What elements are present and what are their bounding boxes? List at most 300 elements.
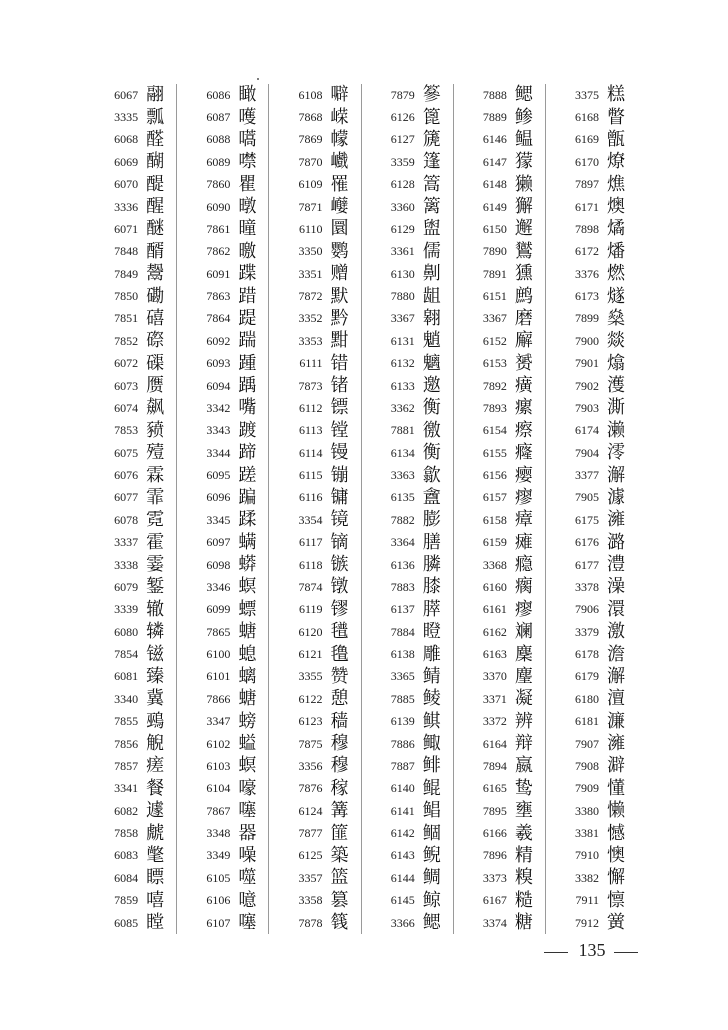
character: 镗	[330, 419, 349, 441]
character: 燎	[607, 151, 626, 173]
table-row	[269, 241, 360, 263]
table-row	[546, 129, 637, 151]
character: 圜	[330, 218, 349, 240]
table-row	[269, 129, 360, 151]
table-row	[177, 509, 268, 531]
character: 衡	[422, 397, 441, 419]
table-row	[362, 711, 453, 733]
table-row	[454, 442, 545, 464]
character: 镖	[330, 397, 349, 419]
character: 徼	[422, 419, 441, 441]
table-row	[85, 308, 176, 330]
code-number: 7856	[114, 736, 139, 751]
code-number: 7862	[206, 244, 231, 259]
table-row	[177, 106, 268, 128]
code-number: 6098	[206, 557, 231, 572]
code-number: 6094	[206, 378, 231, 393]
character: 霏	[146, 486, 165, 508]
code-number: 7909	[575, 781, 600, 796]
table-row	[546, 420, 637, 442]
code-number: 3364	[390, 535, 415, 550]
character: 凝	[514, 688, 533, 710]
code-number: 6152	[482, 333, 507, 348]
table-row	[269, 151, 360, 173]
table-row	[269, 822, 360, 844]
character: 瞿	[238, 173, 257, 195]
table-row	[546, 711, 637, 733]
table-row	[269, 845, 360, 867]
table-row	[85, 397, 176, 419]
code-number: 6093	[206, 356, 231, 371]
table-row	[177, 464, 268, 486]
character: 冀	[146, 688, 165, 710]
character: 器	[238, 822, 257, 844]
character: 澹	[607, 643, 626, 665]
character: 瞰	[238, 84, 257, 106]
code-number: 6095	[206, 468, 231, 483]
table-row	[177, 308, 268, 330]
table-row	[269, 487, 360, 509]
table-row	[454, 890, 545, 912]
character: 穆	[330, 755, 349, 777]
code-number: 6076	[114, 468, 139, 483]
code-number: 3336	[114, 199, 139, 214]
code-number: 6167	[482, 893, 507, 908]
code-number: 7865	[206, 624, 231, 639]
character: 澥	[607, 464, 626, 486]
table-row	[85, 241, 176, 263]
table-row	[85, 733, 176, 755]
code-number: 3338	[114, 557, 139, 572]
table-row	[362, 778, 453, 800]
code-number: 7850	[114, 289, 139, 304]
table-row	[269, 554, 360, 576]
code-number: 6139	[390, 714, 415, 729]
code-number: 6137	[390, 602, 415, 617]
code-number: 6175	[575, 512, 600, 527]
code-number: 7898	[575, 221, 600, 236]
table-row	[269, 778, 360, 800]
table-row	[546, 643, 637, 665]
code-number: 3346	[206, 579, 231, 594]
code-number: 6158	[482, 512, 507, 527]
table-row	[269, 733, 360, 755]
character: 鸑	[514, 240, 533, 262]
code-number: 3337	[114, 535, 139, 550]
table-row	[546, 576, 637, 598]
table-row	[454, 151, 545, 173]
character: 懊	[607, 844, 626, 866]
character-table	[85, 84, 637, 934]
table-row	[454, 711, 545, 733]
code-number: 6161	[482, 602, 507, 617]
character: 醑	[146, 240, 165, 262]
code-number: 6089	[206, 154, 231, 169]
code-number: 3339	[114, 602, 139, 617]
table-row	[454, 576, 545, 598]
character: 濑	[607, 419, 626, 441]
character: 甑	[607, 128, 626, 150]
character: 蟒	[238, 554, 257, 576]
code-number: 3352	[298, 311, 323, 326]
character: 赞	[330, 665, 349, 687]
character: 龃	[422, 285, 441, 307]
code-number: 6160	[482, 579, 507, 594]
table-row	[85, 464, 176, 486]
table-row	[546, 397, 637, 419]
table-row	[269, 532, 360, 554]
character: 虤	[146, 822, 165, 844]
code-number: 6142	[390, 826, 415, 841]
table-row	[546, 890, 637, 912]
code-number: 7910	[575, 848, 600, 863]
character: 魑	[422, 352, 441, 374]
character: 潞	[607, 531, 626, 553]
code-number: 6079	[114, 579, 139, 594]
character: 醍	[146, 173, 165, 195]
table-row	[546, 330, 637, 352]
character: 默	[330, 285, 349, 307]
code-number: 3372	[482, 714, 507, 729]
character: 澪	[607, 442, 626, 464]
code-number: 6068	[114, 132, 139, 147]
character: 篡	[330, 889, 349, 911]
table-row	[362, 643, 453, 665]
code-number: 6156	[482, 468, 507, 483]
table-row	[362, 464, 453, 486]
character: 獬	[514, 196, 533, 218]
code-number: 6114	[298, 445, 323, 460]
code-number: 7901	[575, 356, 600, 371]
table-column	[545, 84, 637, 934]
table-row	[269, 643, 360, 665]
character: 醛	[146, 128, 165, 150]
code-number: 3371	[482, 691, 507, 706]
character: 镞	[330, 554, 349, 576]
character: 澧	[607, 554, 626, 576]
code-number: 6102	[206, 736, 231, 751]
code-number: 3348	[206, 826, 231, 841]
code-number: 6109	[298, 177, 323, 192]
character: 噤	[238, 151, 257, 173]
code-number: 6154	[482, 423, 507, 438]
code-number: 6116	[298, 490, 323, 505]
code-number: 6164	[482, 736, 507, 751]
table-row	[546, 353, 637, 375]
table-row	[362, 420, 453, 442]
character: 镠	[330, 598, 349, 620]
character: 镘	[330, 442, 349, 464]
code-number: 6178	[575, 647, 600, 662]
character: 燧	[607, 285, 626, 307]
code-number: 3359	[390, 154, 415, 169]
code-number: 6135	[390, 490, 415, 505]
code-number: 7857	[114, 758, 139, 773]
table-row	[177, 666, 268, 688]
character: 懂	[607, 777, 626, 799]
table-row	[177, 643, 268, 665]
table-row	[454, 532, 545, 554]
code-number: 7878	[298, 915, 323, 930]
table-row	[546, 621, 637, 643]
table-row	[454, 755, 545, 777]
character: 霖	[146, 464, 165, 486]
code-number: 7905	[575, 490, 600, 505]
character: 踖	[238, 285, 257, 307]
character: 蹉	[238, 464, 257, 486]
code-number: 6181	[575, 714, 600, 729]
character: 噬	[238, 867, 257, 889]
code-number: 6155	[482, 445, 507, 460]
character: 磜	[146, 330, 165, 352]
code-number: 6144	[390, 870, 415, 885]
character: 盥	[422, 218, 441, 240]
code-number: 6136	[390, 557, 415, 572]
code-number: 6081	[114, 669, 139, 684]
table-row	[177, 151, 268, 173]
table-row	[362, 912, 453, 934]
table-row	[454, 666, 545, 688]
character: 濂	[607, 710, 626, 732]
table-row	[177, 755, 268, 777]
code-number: 6157	[482, 490, 507, 505]
code-number: 7904	[575, 445, 600, 460]
character: 餐	[146, 777, 165, 799]
character: 磲	[146, 352, 165, 374]
table-row	[85, 711, 176, 733]
table-row	[269, 688, 360, 710]
character: 嬴	[514, 755, 533, 777]
table-row	[269, 174, 360, 196]
table-row	[454, 867, 545, 889]
table-row	[546, 778, 637, 800]
character: 篮	[330, 867, 349, 889]
code-number: 7877	[298, 826, 323, 841]
character: 殪	[146, 442, 165, 464]
code-number: 6180	[575, 691, 600, 706]
character: 噼	[330, 84, 349, 106]
code-number: 3354	[298, 512, 323, 527]
character: 翮	[146, 84, 165, 106]
character: 燏	[607, 218, 626, 240]
table-column	[361, 84, 453, 934]
code-number: 6069	[114, 154, 139, 169]
table-row	[85, 442, 176, 464]
ink-dot	[257, 78, 259, 80]
table-row	[85, 263, 176, 285]
code-number: 7854	[114, 647, 139, 662]
table-row	[454, 845, 545, 867]
table-row	[85, 509, 176, 531]
table-row	[362, 890, 453, 912]
code-number: 6145	[390, 893, 415, 908]
table-row	[269, 397, 360, 419]
code-number: 6077	[114, 490, 139, 505]
character: 黚	[330, 330, 349, 352]
code-number: 3345	[206, 512, 231, 527]
table-row	[546, 84, 637, 106]
code-number: 3375	[575, 87, 600, 102]
table-row	[85, 532, 176, 554]
character: 踶	[238, 307, 257, 329]
character: 築	[330, 844, 349, 866]
code-number: 3381	[575, 826, 600, 841]
character: 穑	[330, 710, 349, 732]
table-row	[85, 822, 176, 844]
code-number: 6086	[206, 87, 231, 102]
table-row	[85, 84, 176, 106]
table-row	[85, 218, 176, 240]
table-row	[362, 621, 453, 643]
code-number: 6165	[482, 781, 507, 796]
code-number: 6133	[390, 378, 415, 393]
table-row	[362, 263, 453, 285]
code-number: 6071	[114, 221, 139, 236]
table-row	[454, 308, 545, 330]
code-number: 6170	[575, 154, 600, 169]
character: 鳃	[514, 84, 533, 106]
character: 黉	[607, 912, 626, 934]
code-number: 6084	[114, 870, 139, 885]
code-number: 6115	[298, 468, 323, 483]
table-row	[546, 800, 637, 822]
code-number: 7867	[206, 803, 231, 818]
character: 膳	[422, 531, 441, 553]
character: 懈	[607, 867, 626, 889]
character: 磨	[514, 307, 533, 329]
character: 壅	[514, 800, 533, 822]
character: 霎	[146, 554, 165, 576]
table-column	[176, 84, 268, 934]
code-number: 3376	[575, 266, 600, 281]
character: 篝	[330, 800, 349, 822]
character: 瞪	[422, 621, 441, 643]
character: 癀	[514, 375, 533, 397]
character: 瘴	[514, 509, 533, 531]
code-number: 6085	[114, 915, 139, 930]
code-number: 7888	[482, 87, 507, 102]
table-row	[177, 218, 268, 240]
character: 瘿	[514, 464, 533, 486]
character: 锗	[330, 375, 349, 397]
code-number: 6126	[390, 110, 415, 125]
table-row	[362, 196, 453, 218]
code-number: 3335	[114, 110, 139, 125]
character: 瓢	[146, 106, 165, 128]
character: 懔	[607, 889, 626, 911]
code-number: 7874	[298, 579, 323, 594]
code-number: 6148	[482, 177, 507, 192]
code-number: 6080	[114, 624, 139, 639]
character: 赟	[514, 352, 533, 374]
code-number: 7868	[298, 110, 323, 125]
character: 罹	[330, 173, 349, 195]
character: 螵	[238, 598, 257, 620]
code-number: 7852	[114, 333, 139, 348]
character: 廨	[514, 330, 533, 352]
code-number: 3351	[298, 266, 323, 281]
table-row	[269, 285, 360, 307]
table-row	[454, 464, 545, 486]
table-row	[362, 241, 453, 263]
table-row	[362, 666, 453, 688]
table-row	[177, 353, 268, 375]
character: 暾	[238, 196, 257, 218]
character: 瞟	[146, 867, 165, 889]
table-row	[85, 196, 176, 218]
table-row	[454, 800, 545, 822]
character: 鳁	[514, 128, 533, 150]
character: 鲸	[422, 889, 441, 911]
table-row	[269, 330, 360, 352]
table-row	[85, 375, 176, 397]
character: 篦	[422, 106, 441, 128]
character: 衡	[422, 442, 441, 464]
table-row	[177, 688, 268, 710]
code-number: 7907	[575, 736, 600, 751]
table-row	[546, 554, 637, 576]
character: 澭	[607, 509, 626, 531]
character: 飙	[146, 397, 165, 419]
code-number: 6159	[482, 535, 507, 550]
character: 踹	[238, 330, 257, 352]
table-row	[546, 106, 637, 128]
table-row	[454, 397, 545, 419]
character: 镜	[330, 509, 349, 531]
table-row	[85, 420, 176, 442]
table-row	[362, 487, 453, 509]
character: 濩	[607, 375, 626, 397]
table-row	[362, 554, 453, 576]
character: 麈	[514, 665, 533, 687]
code-number: 6072	[114, 356, 139, 371]
table-row	[454, 688, 545, 710]
code-number: 7881	[390, 423, 415, 438]
character: 燊	[607, 307, 626, 329]
code-number: 7858	[114, 826, 139, 841]
code-number: 6123	[298, 714, 323, 729]
character: 鲱	[422, 755, 441, 777]
character: 篷	[422, 151, 441, 173]
code-number: 6146	[482, 132, 507, 147]
table-row	[269, 890, 360, 912]
code-number: 7849	[114, 266, 139, 281]
code-number: 3340	[114, 691, 139, 706]
character: 邀	[422, 375, 441, 397]
table-row	[546, 442, 637, 464]
footer-dash-left	[544, 952, 568, 953]
table-row	[454, 912, 545, 934]
code-number: 6099	[206, 602, 231, 617]
character: 瘥	[146, 755, 165, 777]
code-number: 6128	[390, 177, 415, 192]
character: 踵	[238, 352, 257, 374]
character: 澴	[607, 598, 626, 620]
table-row	[362, 688, 453, 710]
code-number: 6130	[390, 266, 415, 281]
table-row	[177, 890, 268, 912]
table-row	[177, 420, 268, 442]
code-number: 3373	[482, 870, 507, 885]
code-number: 7886	[390, 736, 415, 751]
table-row	[269, 442, 360, 464]
character: 篱	[422, 196, 441, 218]
character: 稼	[330, 777, 349, 799]
code-number: 6103	[206, 758, 231, 773]
character: 氆	[330, 621, 349, 643]
character: 磡	[146, 285, 165, 307]
code-number: 7851	[114, 311, 139, 326]
